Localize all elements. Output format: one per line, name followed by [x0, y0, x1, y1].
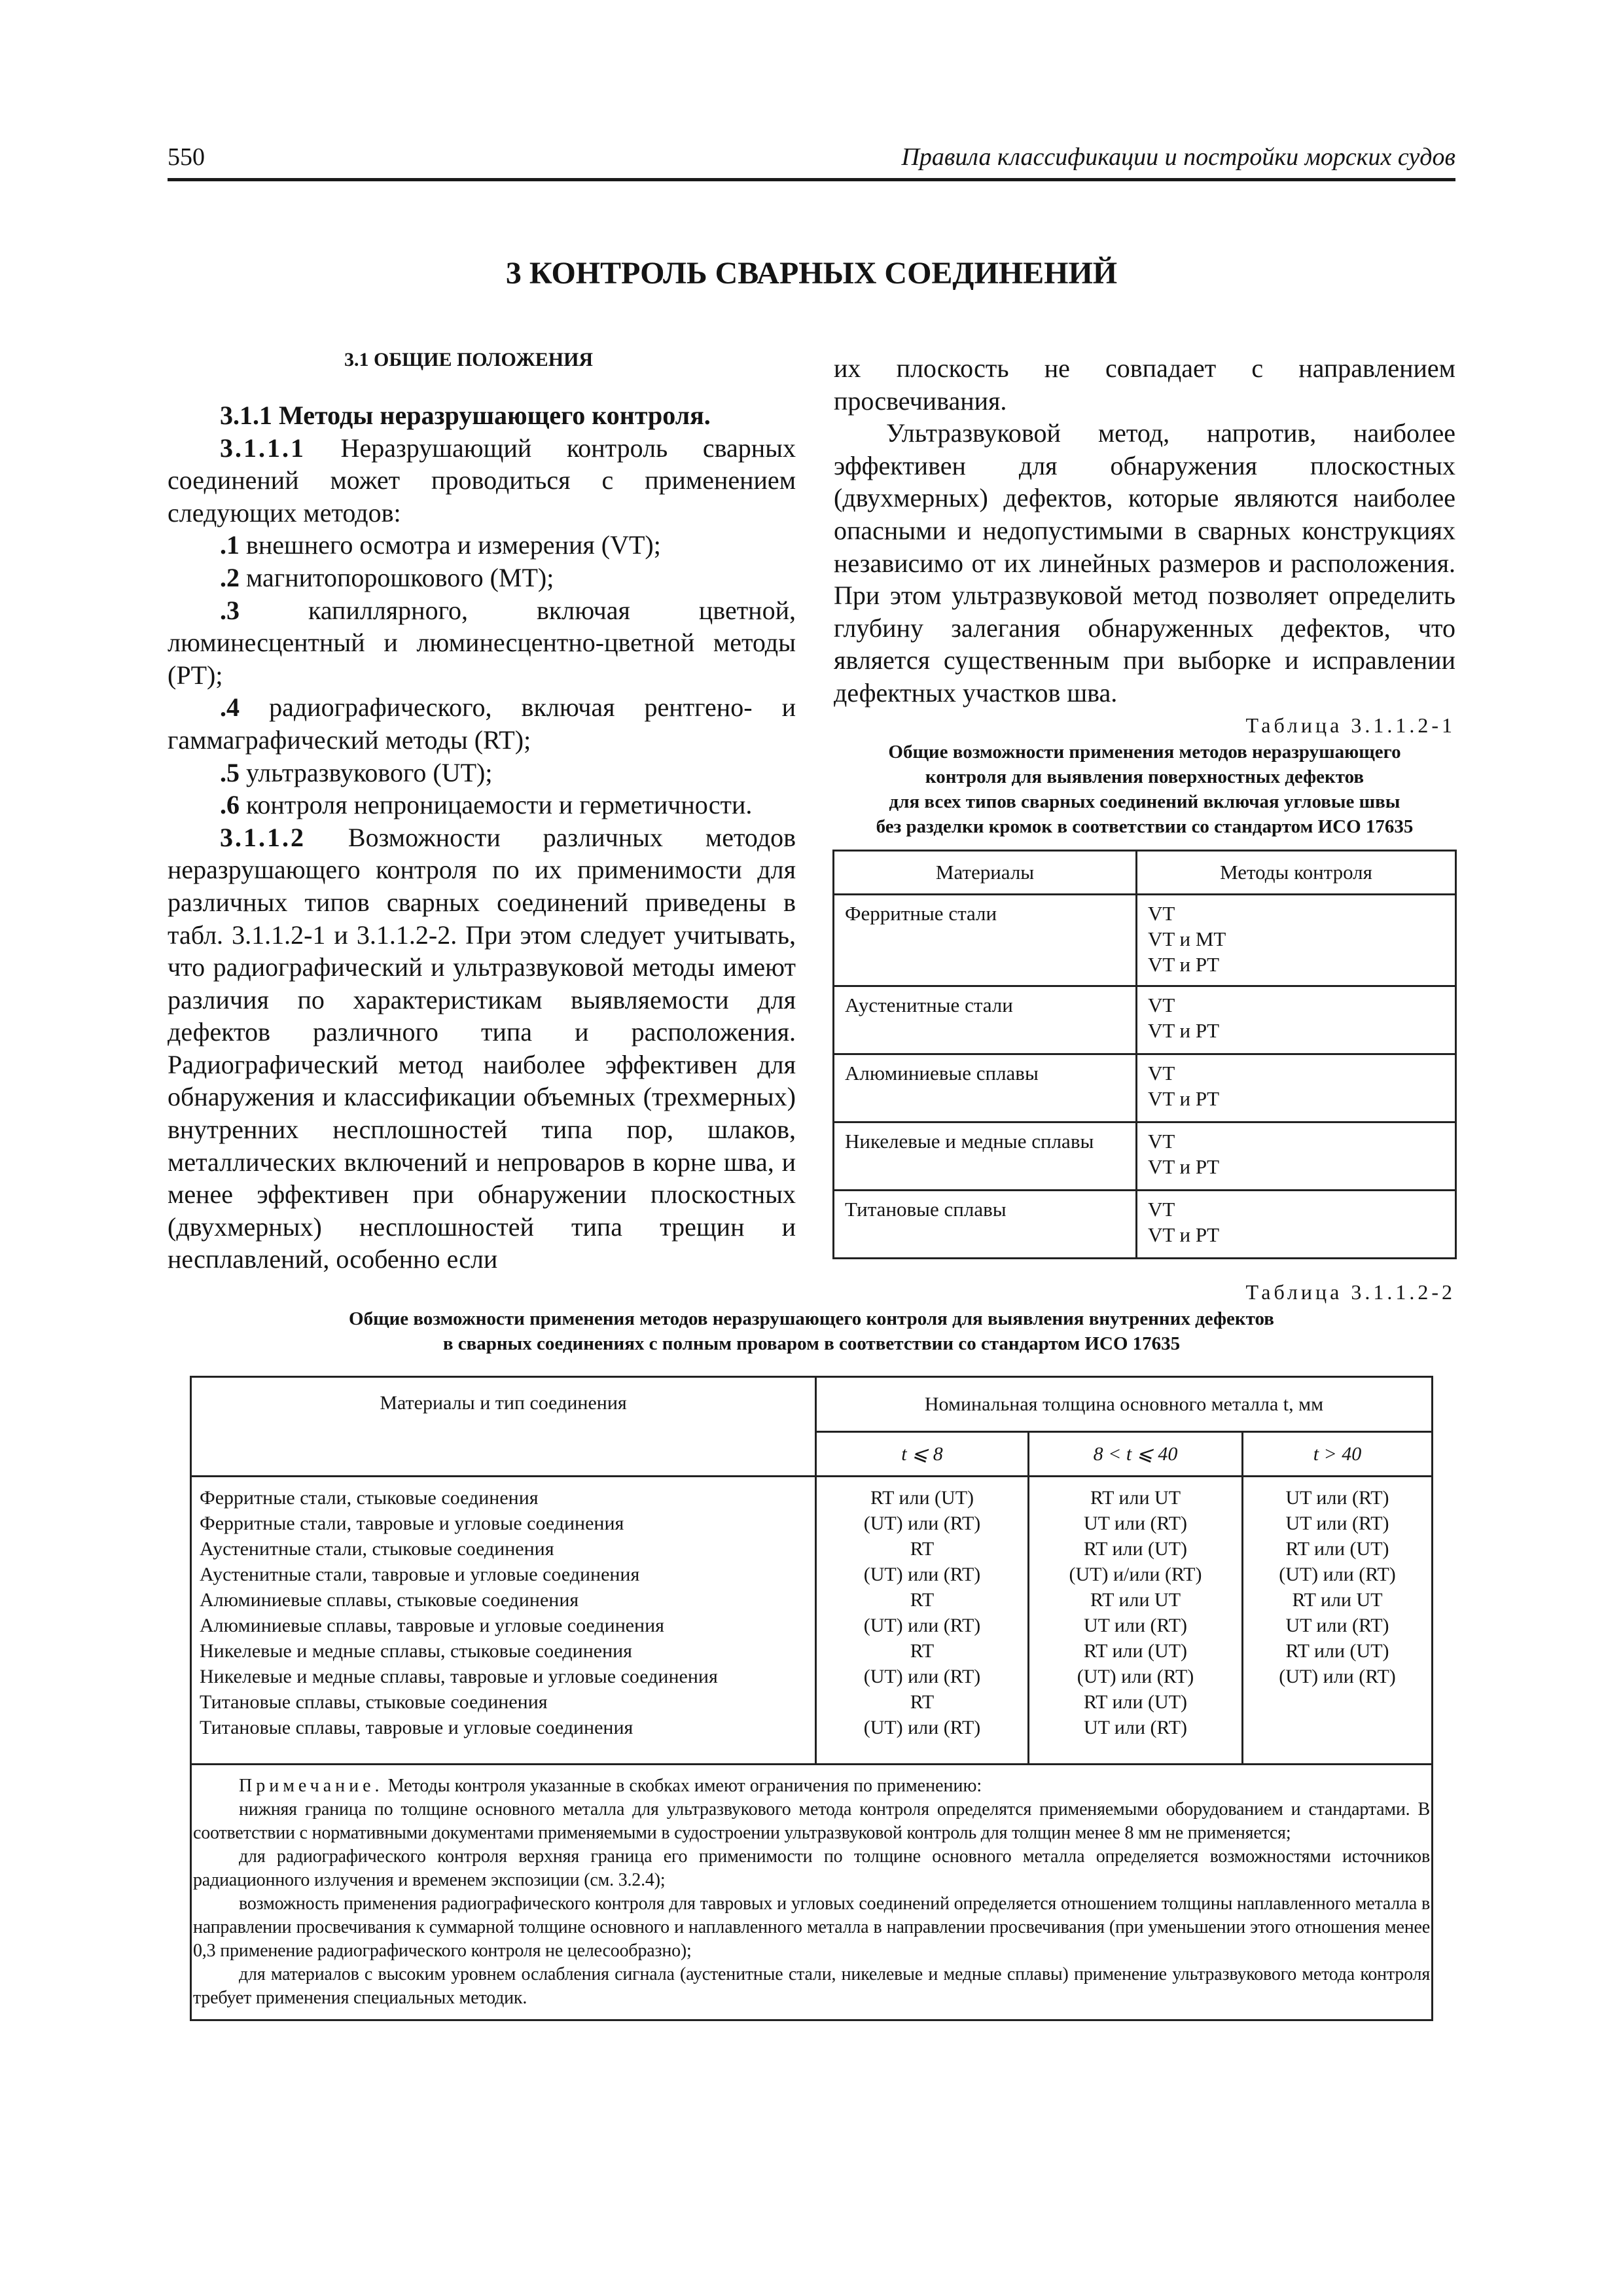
note-paragraph: нижняя граница по толщине основного металла для ультразвукового метода контроля определятся применяемыми оборудованием и стандартами. В соответствии с нормативными документами применяемыми в судостроении ультразвуковой контроль для толщин менее 8 мм не применяется; [193, 1799, 1430, 1843]
table2-column-t8: RT или (UT) (UT) или (RT) RT (UT) или (RT) RT (UT) или (RT) RT (UT) или (RT) RT (UT) или (RT) [816, 1477, 1029, 1765]
table2-subheader: t > 40 [1243, 1432, 1433, 1477]
table1-title: Общие возможности применения методов неразрушающего контроля для выявления поверхностных дефектов для всех типов сварных соединений включая угловые швы без разделки кромок в соответствии со стандартом ИСО 17635 [876, 742, 1414, 837]
list-item: .1 внешнего осмотра и измерения (VT); [220, 530, 661, 560]
continuation-text: их плоскость не совпадает с направлением просвечивания. [834, 353, 1455, 416]
table-row [834, 1054, 1456, 1122]
page-number: 550 [168, 143, 205, 171]
table2-title: Общие возможности применения методов неразрушающего контроля для выявления внутренних дефектов в сварных соединениях с полным проваром в соответствии со стандартом ИСО 17635 [349, 1308, 1274, 1354]
table2-header-thickness: Номинальная толщина основного металла t, мм [816, 1377, 1433, 1432]
list-item: .3 капиллярного, включая цветной, люминесцентный и люминесцентно-цветной методы (PT); [168, 595, 796, 690]
table2-materials-column: Ферритные стали, стыковые соединения Ферритные стали, тавровые и угловые соединения Аустенитные стали, стыковые соединения Аустенитные стали, тавровые и угловые соединения Алюминиевые сплавы, стыковые соединения Алюминиевые сплавы, тавровые и угловые соединения Никелевые и медные сплавы, стыковые соединения Никелевые и медные сплавы, тавровые и угловые соединения Титановые сплавы, стыковые соединения Титановые сплавы, тавровые и угловые соединения [191, 1477, 816, 1765]
paragraph-3112: 3.1.1.2 Возможности различных методов неразрушающего контроля по их применимости для различных типов сварных соединений приведены в табл. 3.1.1.2-1 и 3.1.1.2-2. При этом следует учитывать, что радиографический и ультразвуковой методы имеют различия по характеристикам выявляемости для дефектов различного типа и расположения. Радиографический метод наиболее эффективен для обнаружения и классификации объемных (трехмерных) внутренних несплошностей типа пор, шлаков, металлических включений и непроваров в корне шва, и менее эффективен при обнаружении плоскостных (двухмерных) несплошностей типа трещин и несплавлений, особенно если [168, 822, 796, 1274]
table1-methods: VT VT и PT [1137, 986, 1456, 1054]
table2-header-materials: Материалы и тип соединения [191, 1377, 816, 1477]
table1-methods: VT VT и PT [1137, 1191, 1456, 1259]
note-paragraph: для радиографического контроля верхняя граница его применимости по толщине основного металла определяется возможностями источников радиационного излучения и временем экспозиции (см. 3.2.4); [193, 1846, 1430, 1890]
table2-subheader: t ⩽ 8 [816, 1432, 1029, 1477]
list-item: .6 контроля непроницаемости и герметичности. [220, 790, 753, 820]
left-column [168, 347, 796, 1276]
table1-methods: VT VT и PT [1137, 1054, 1456, 1122]
table1-material: Алюминиевые сплавы [834, 1054, 1137, 1122]
table2-column-t8-40: RT или UT UT или (RT) RT или (UT) (UT) и/или (RT) RT или UT UT или (RT) RT или (UT) (UT) или (RT) RT или (UT) UT или (RT) [1029, 1477, 1243, 1765]
table1-methods: VT VT и PT [1137, 1122, 1456, 1191]
paragraph-3111: 3.1.1.1 Неразрушающий контроль сварных соединений может проводиться с применением следующих методов: [168, 433, 796, 528]
table1-material: Аустенитные стали [834, 986, 1137, 1054]
table1-label: Таблица 3.1.1.2-1 [1245, 713, 1455, 737]
table1-header-methods: Методы контроля [1137, 851, 1456, 895]
header-rule [168, 178, 1455, 181]
table1-methods: VT VT и MT VT и PT [1137, 895, 1456, 986]
note-paragraph: возможность применения радиографического контроля для тавровых и угловых соединений определяется отношением толщины наплавленного металла в направлении просвечивания к суммарной толщине основного и наплавленного металла в направлении просвечивания (при уменьшении этого отношения менее 0,3 применение радиографического контроля не целесообразно); [193, 1893, 1430, 1961]
list-item: .2 магнитопорошкового (MT); [220, 562, 554, 592]
table-row [834, 1191, 1456, 1259]
table-row [834, 986, 1456, 1054]
section-title: 3.1 ОБЩИЕ ПОЛОЖЕНИЯ [344, 349, 594, 370]
paragraph-ultrasonic: Ультразвуковой метод, напротив, наиболее эффективен для обнаружения плоскостных (двухмерных) дефектов, которые являются наиболее опасными и недопустимыми в сварных конструкциях независимо от их линейных размеров и расположения. При этом ультразвуковой метод позволяет определить глубину залегания обнаруженных дефектов, что является существенным при выборке и исправлении дефектных участков шва. [834, 418, 1455, 708]
running-header-title: Правила классификации и постройки морских судов [901, 143, 1455, 171]
table2-label: Таблица 3.1.1.2-2 [1245, 1280, 1455, 1304]
subsection-heading: 3.1.1 Методы неразрушающего контроля. [220, 401, 711, 430]
list-item: .4 радиографического, включая рентгено- и гаммаграфический методы (RT); [168, 692, 796, 755]
table1-header-materials: Материалы [834, 851, 1137, 895]
right-column [834, 352, 1455, 709]
table2-note: Примечание. Методы контроля указанные в скобках имеют ограничения по применению: нижняя граница по толщине основного металла для ультразвукового метода контроля определятся применяемыми оборудованием и стандартами. В соответствии с нормативными документами применяемыми в судостроении ультразвуковой контроль для толщин менее 8 мм не применяется; для радиографического контроля верхняя граница его применимости по толщине основного металла определяется возможностями источников радиационного излучения и временем экспозиции (см. 3.2.4); возможность применения радиографического контроля для тавровых и угловых соединений определяется отношением толщины наплавленного металла в направлении просвечивания к суммарной толщине основного и наплавленного металла в направлении просвечивания (при уменьшении этого отношения менее 0,3 применение радиографического контроля не целесообразно); для материалов с высоким уровнем ослабления сигнала (аустенитные стали, никелевые и медные сплавы) применение ультразвукового метода контроля требует применения специальных методик. [191, 1765, 1433, 2020]
list-item: .5 ультразвукового (UT); [220, 757, 493, 787]
table1-material: Титановые сплавы [834, 1191, 1137, 1259]
table2-column-t40: UT или (RT) UT или (RT) RT или (UT) (UT) или (RT) RT или UT UT или (RT) RT или (UT) (UT) или (RT) [1243, 1477, 1433, 1765]
chapter-title: 3 КОНТРОЛЬ СВАРНЫХ СОЕДИНЕНИЙ [505, 256, 1118, 291]
table1-material: Никелевые и медные сплавы [834, 1122, 1137, 1191]
note-paragraph: для материалов с высоким уровнем ослабления сигнала (аустенитные стали, никелевые и медные сплавы) применение ультразвукового метода контроля требует применения специальных методик. [193, 1964, 1430, 2008]
table2-internal-defects [190, 1376, 1433, 2021]
table1-surface-defects [832, 850, 1457, 1259]
table-row [834, 1122, 1456, 1191]
note-label: Примечание. [239, 1776, 383, 1796]
table2-subheader: 8 < t ⩽ 40 [1029, 1432, 1243, 1477]
table-row [834, 895, 1456, 986]
table1-material: Ферритные стали [834, 895, 1137, 986]
